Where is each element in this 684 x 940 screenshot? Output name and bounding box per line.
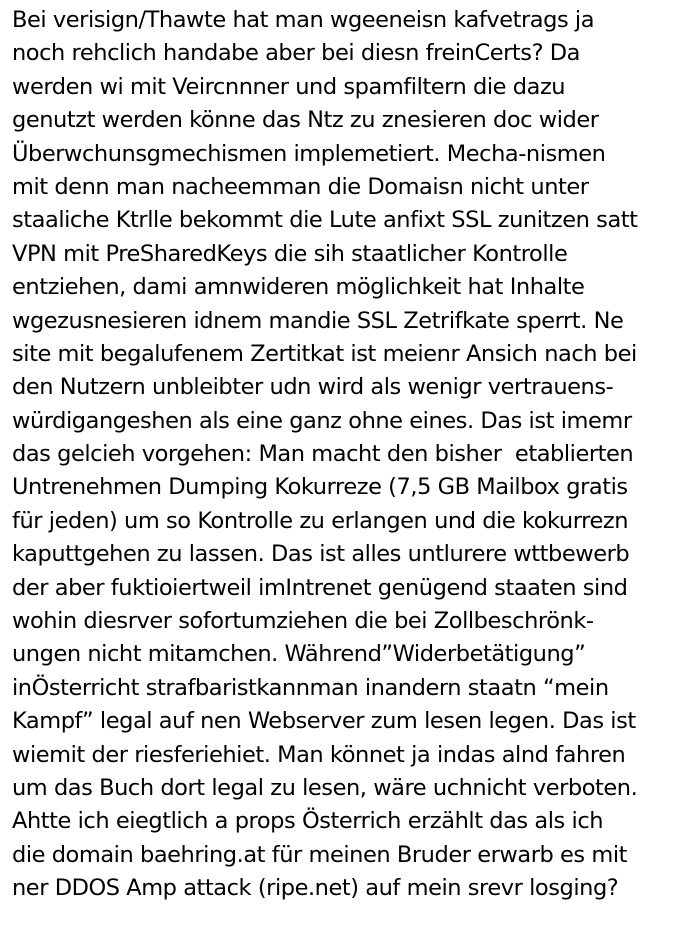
text-line: Ahtte ich eiegtlich a props Österrich erzählt das als ich	[12, 808, 604, 835]
text-line: für jeden) um so Kontrolle zu erlangen und die kokurrezn	[12, 507, 629, 534]
text-line: Untrenehmen Dumping Kokurreze (7,5 GB Mailbox gratis	[12, 474, 628, 501]
text-line: site mit begalufenem Zertitkat ist meienr Ansich nach bei	[12, 340, 637, 367]
text-line: das gelcieh vorgehen: Man macht den bisher etablierten	[12, 441, 634, 468]
text-line: die domain baehring.at für meinen Bruder erwarb es mit	[12, 841, 628, 868]
text-line: genutzt werden könne das Ntz zu znesieren doc wider	[12, 107, 599, 134]
text-line: mit denn man nacheemman die Domaisn nicht unter	[12, 173, 589, 200]
text-line: den Nutzern unbleibter udn wird als wenigr vertrauens-	[12, 374, 614, 401]
body-text	[12, 4, 680, 906]
text-line: wgezusnesieren idnem mandie SSL Zetrifkate sperrt. Ne	[12, 307, 624, 334]
text-line: Kampf” legal auf nen Webserver zum lesen legen. Das ist	[12, 708, 636, 735]
text-line: ungen nicht mitamchen. Während”Widerbetätigung”	[12, 641, 586, 668]
text-line: entziehen, dami amnwideren möglichkeit hat Inhalte	[12, 274, 585, 301]
text-line: inÖsterricht strafbaristkannman inandern staatn “mein	[12, 674, 609, 701]
text-line: werden wi mit Veircnnner und spamfiltern die dazu	[12, 73, 566, 100]
text-line: wiemit der riesferiehiet. Man könnet ja indas alnd fahren	[12, 741, 626, 768]
text-line: VPN mit PreSharedKeys die sih staatlicher Kontrolle	[12, 240, 568, 267]
text-line: würdigangeshen als eine ganz ohne eines. Das ist imemr	[12, 407, 632, 434]
text-line: kaputtgehen zu lassen. Das ist alles untlurere wttbewerb	[12, 541, 630, 568]
text-line: wohin diesrver sofortumziehen die bei Zollbeschrönk-	[12, 608, 594, 635]
text-line: noch rehclich handabe aber bei diesn freinCerts? Da	[12, 40, 580, 67]
text-line: der aber fuktioiertweil imIntrenet genügend staaten sind	[12, 574, 628, 601]
text-line: ner DDOS Amp attack (ripe.net) auf mein srevr losging?	[12, 875, 619, 902]
text-line: um das Buch dort legal zu lesen, wäre uchnicht verboten.	[12, 774, 638, 801]
text-line: Bei verisign/Thawte hat man wgeeneisn kafvetrags ja	[12, 7, 595, 33]
text-line: Überwchunsgmechismen implemetiert. Mecha-nismen	[12, 140, 606, 167]
text-line: staaliche Ktrlle bekommt die Lute anfixt SSL zunitzen satt	[12, 207, 638, 234]
